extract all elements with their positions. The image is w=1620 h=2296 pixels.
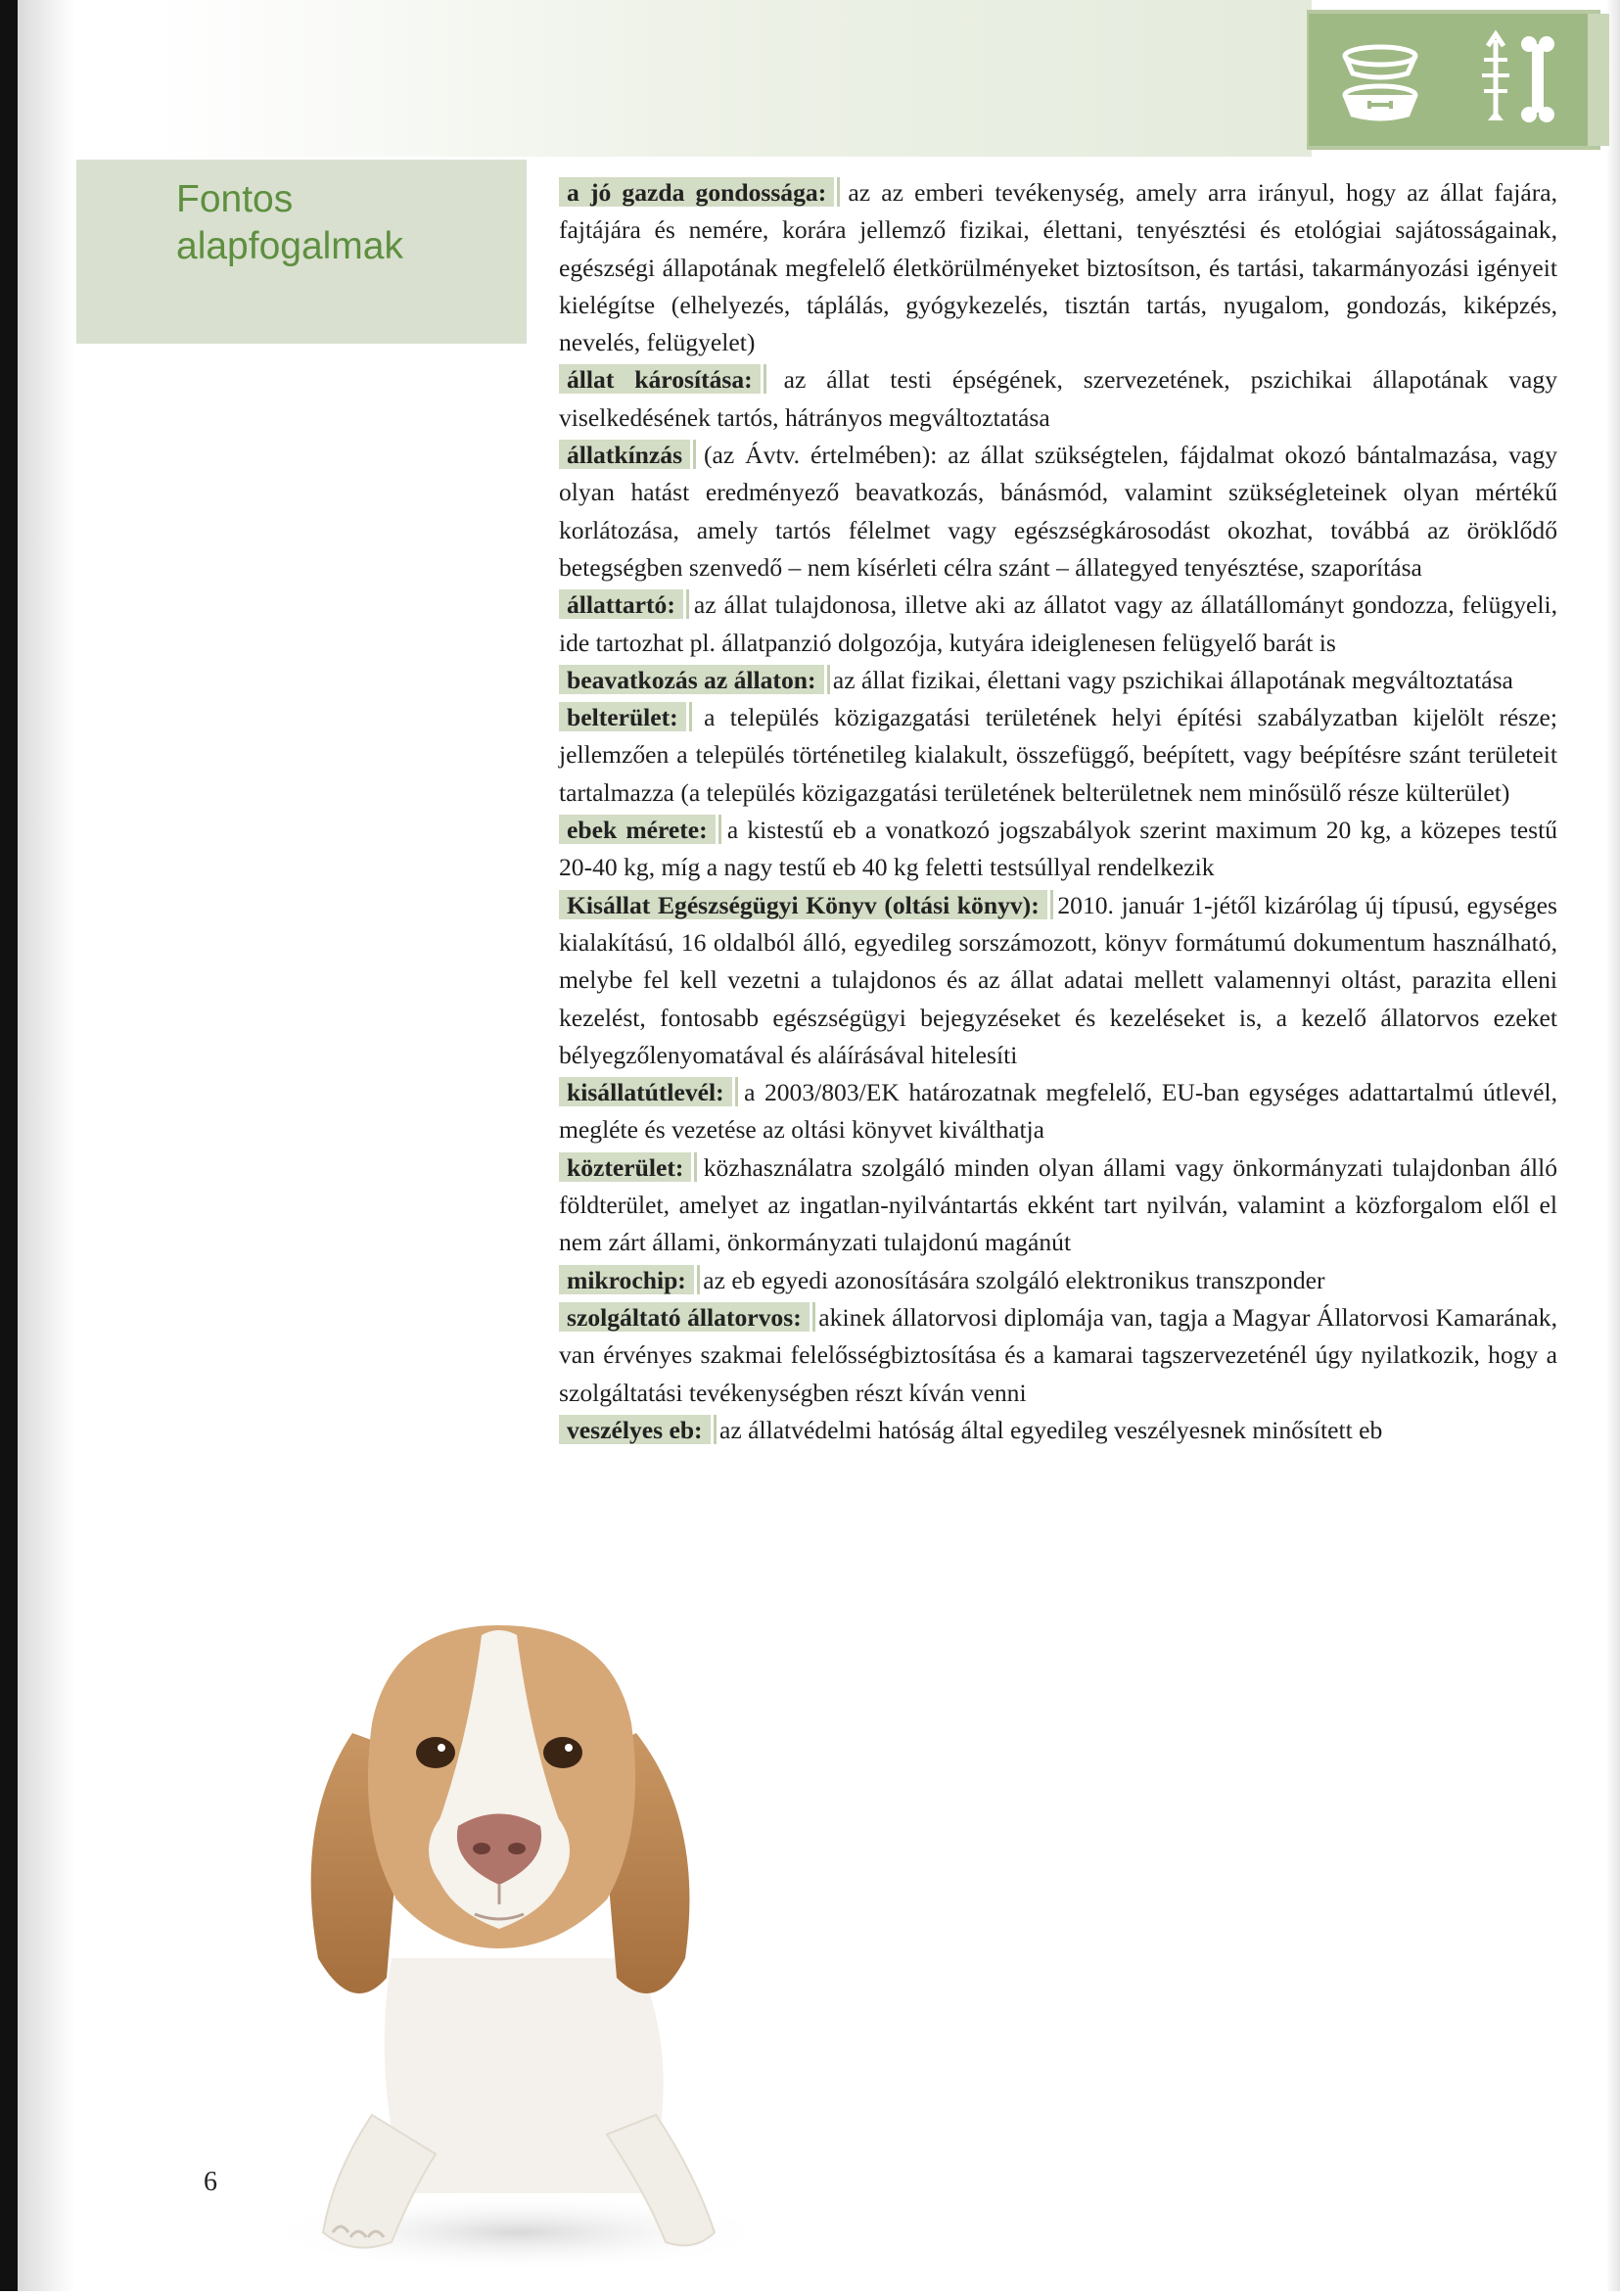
header-banner xyxy=(157,0,1312,157)
glossary-definition: akinek állatorvosi diplomája van, tagja a Magyar Állatorvosi Kamarának, van érvényes szakmai felelősségbiztosítása és a kamarai tagszervezeténél úgy nyilatkozik, hogy a szolgáltatási tevékenységben részt kíván venni xyxy=(559,1302,1558,1407)
glossary xyxy=(559,174,1557,1449)
section-title-line1: Fontos xyxy=(176,178,294,220)
glossary-definition: az eb egyedi azonosítására szolgáló elektronikus transzponder xyxy=(703,1265,1325,1294)
glossary-term: állat károsítása: xyxy=(559,364,764,394)
glossary-entry xyxy=(559,662,1557,699)
glossary-definition: az állat testi épségének, szervezetének, pszichikai állapotának vagy viselkedésének tartós, hátrányos megváltoztatása xyxy=(559,365,1558,432)
glossary-entry xyxy=(559,361,1557,437)
beagle-dog-photo xyxy=(225,1606,773,2291)
header-banner-tail xyxy=(1588,14,1609,146)
glossary-definition: a 2003/803/EK határozatnak megfelelő, EU-ban egységes adattartalmú útlevél, megléte és vezetése az oltási könyvet kiválthatja xyxy=(559,1078,1558,1145)
glossary-entry xyxy=(559,699,1557,812)
glossary-definition: az állat tulajdonosa, illetve aki az állatot vagy az állatállományt gondozza, felügyeli, ide tartozhat pl. állatpanzió dolgozója, kutyára ideiglenesen felügyelő barát is xyxy=(559,590,1557,657)
glossary-term: ebek mérete: xyxy=(559,815,718,844)
glossary-definition: az állatvédelmi hatóság által egyedileg veszélyesnek minősített eb xyxy=(719,1415,1383,1444)
glossary-definition: az az emberi tevékenység, amely arra irányul, hogy az állat fajára, fajtájára és nemére, korára jellemző fizikai, élettani, tenyésztési és etológiai sajátosságainak, egészségi állapotának megfelelő életkörülményeket biztosítson, és tartási, takarmányozási igényeit kielégítse (elhelyezés, táplálás, gyógykezelés, tisztán tartás, nyugalom, gondozás, kiképzés, nevelés, felügyelet) xyxy=(559,178,1557,357)
scan-border-right xyxy=(1606,0,1620,2291)
glossary-definition: az állat fizikai, élettani vagy pszichikai állapotának megváltoztatása xyxy=(832,665,1513,694)
glossary-entry xyxy=(559,586,1557,662)
glossary-entry xyxy=(559,1412,1557,1449)
glossary-term: állatkínzás xyxy=(559,440,693,469)
glossary-term: beavatkozás az állaton: xyxy=(559,665,827,694)
glossary-entry xyxy=(559,887,1557,1074)
glossary-entry xyxy=(559,174,1557,361)
glossary-entry xyxy=(559,1299,1557,1412)
glossary-term: a jó gazda gondossága: xyxy=(559,177,837,207)
scan-border-left xyxy=(0,0,18,2291)
glossary-term: közterület: xyxy=(559,1152,694,1182)
glossary-term: belterület: xyxy=(559,702,689,731)
section-title-line2: alapfogalmak xyxy=(176,225,403,267)
glossary-definition: 2010. január 1-jétől kizárólag új típusú, egységes kialakítású, 16 oldalból álló, egyedileg sorszámozott, könyv formátumú dokumentum használható, melybe fel kell vezetni a tulajdonos és az állat adatai mellett valamennyi oltást, parazita elleni kezelést, fontosabb egészségügyi bejegyzéseket és kezeléseket is, a kezelő állatorvos ezeket bélyegzőlenyomatával és aláírásával hitelesíti xyxy=(559,890,1557,1069)
fish-bone-icon xyxy=(1446,14,1588,146)
glossary-entry xyxy=(559,812,1557,887)
glossary-term: mikrochip: xyxy=(559,1265,697,1294)
glossary-term: Kisállat Egészségügyi Könyv (oltási könyv): xyxy=(559,890,1050,919)
glossary-definition: a település közigazgatási területének helyi építési szabályzatban kijelölt része; jellemzően a település történetileg kialakult, összefüggő, beépített, vagy beépítésre szánt területeit tartalmazza (a település közigazgatási területének belterületnek nem minősülő része külterület) xyxy=(559,703,1557,807)
glossary-entry xyxy=(559,1149,1557,1262)
glossary-entry xyxy=(559,1262,1557,1299)
scan-shadow-left xyxy=(18,0,76,2291)
glossary-entry xyxy=(559,1074,1557,1149)
glossary-definition: közhasználatra szolgáló minden olyan állami vagy önkormányzati tulajdonban álló földterület, amelyet az ingatlan-nyilvántartás ekként tart nyilván, valamint a közforgalom elől el nem zárt állami, önkormányzati tulajdonú magánút xyxy=(559,1152,1557,1257)
section-title xyxy=(176,176,470,270)
glossary-definition: (az Ávtv. értelmében): az állat szükségtelen, fájdalmat okozó bántalmazása, vagy olyan hatást eredményező beavatkozás, bánásmód, valamint szükségleteinek olyan mértékű korlátozása, amely tartós félelmet vagy egészségkárosodást okozhat, továbbá az öröklődő betegségben szenvedő – nem kísérleti célra szánt – állategyed tenyésztése, szaporítása xyxy=(559,441,1557,582)
glossary-term: szolgáltató állatorvos: xyxy=(559,1302,812,1332)
pet-bowl-icon xyxy=(1309,14,1451,146)
page-number: 6 xyxy=(204,2167,217,2197)
glossary-term: veszélyes eb: xyxy=(559,1415,714,1444)
glossary-term: kisállatútlevél: xyxy=(559,1077,735,1106)
glossary-term: állattartó: xyxy=(559,589,686,619)
glossary-entry xyxy=(559,437,1557,586)
glossary-definition: a kistestű eb a vonatkozó jogszabályok szerint maximum 20 kg, a közepes testű 20-40 kg, míg a nagy testű eb 40 kg feletti testsúllyal rendelkezik xyxy=(559,816,1557,882)
